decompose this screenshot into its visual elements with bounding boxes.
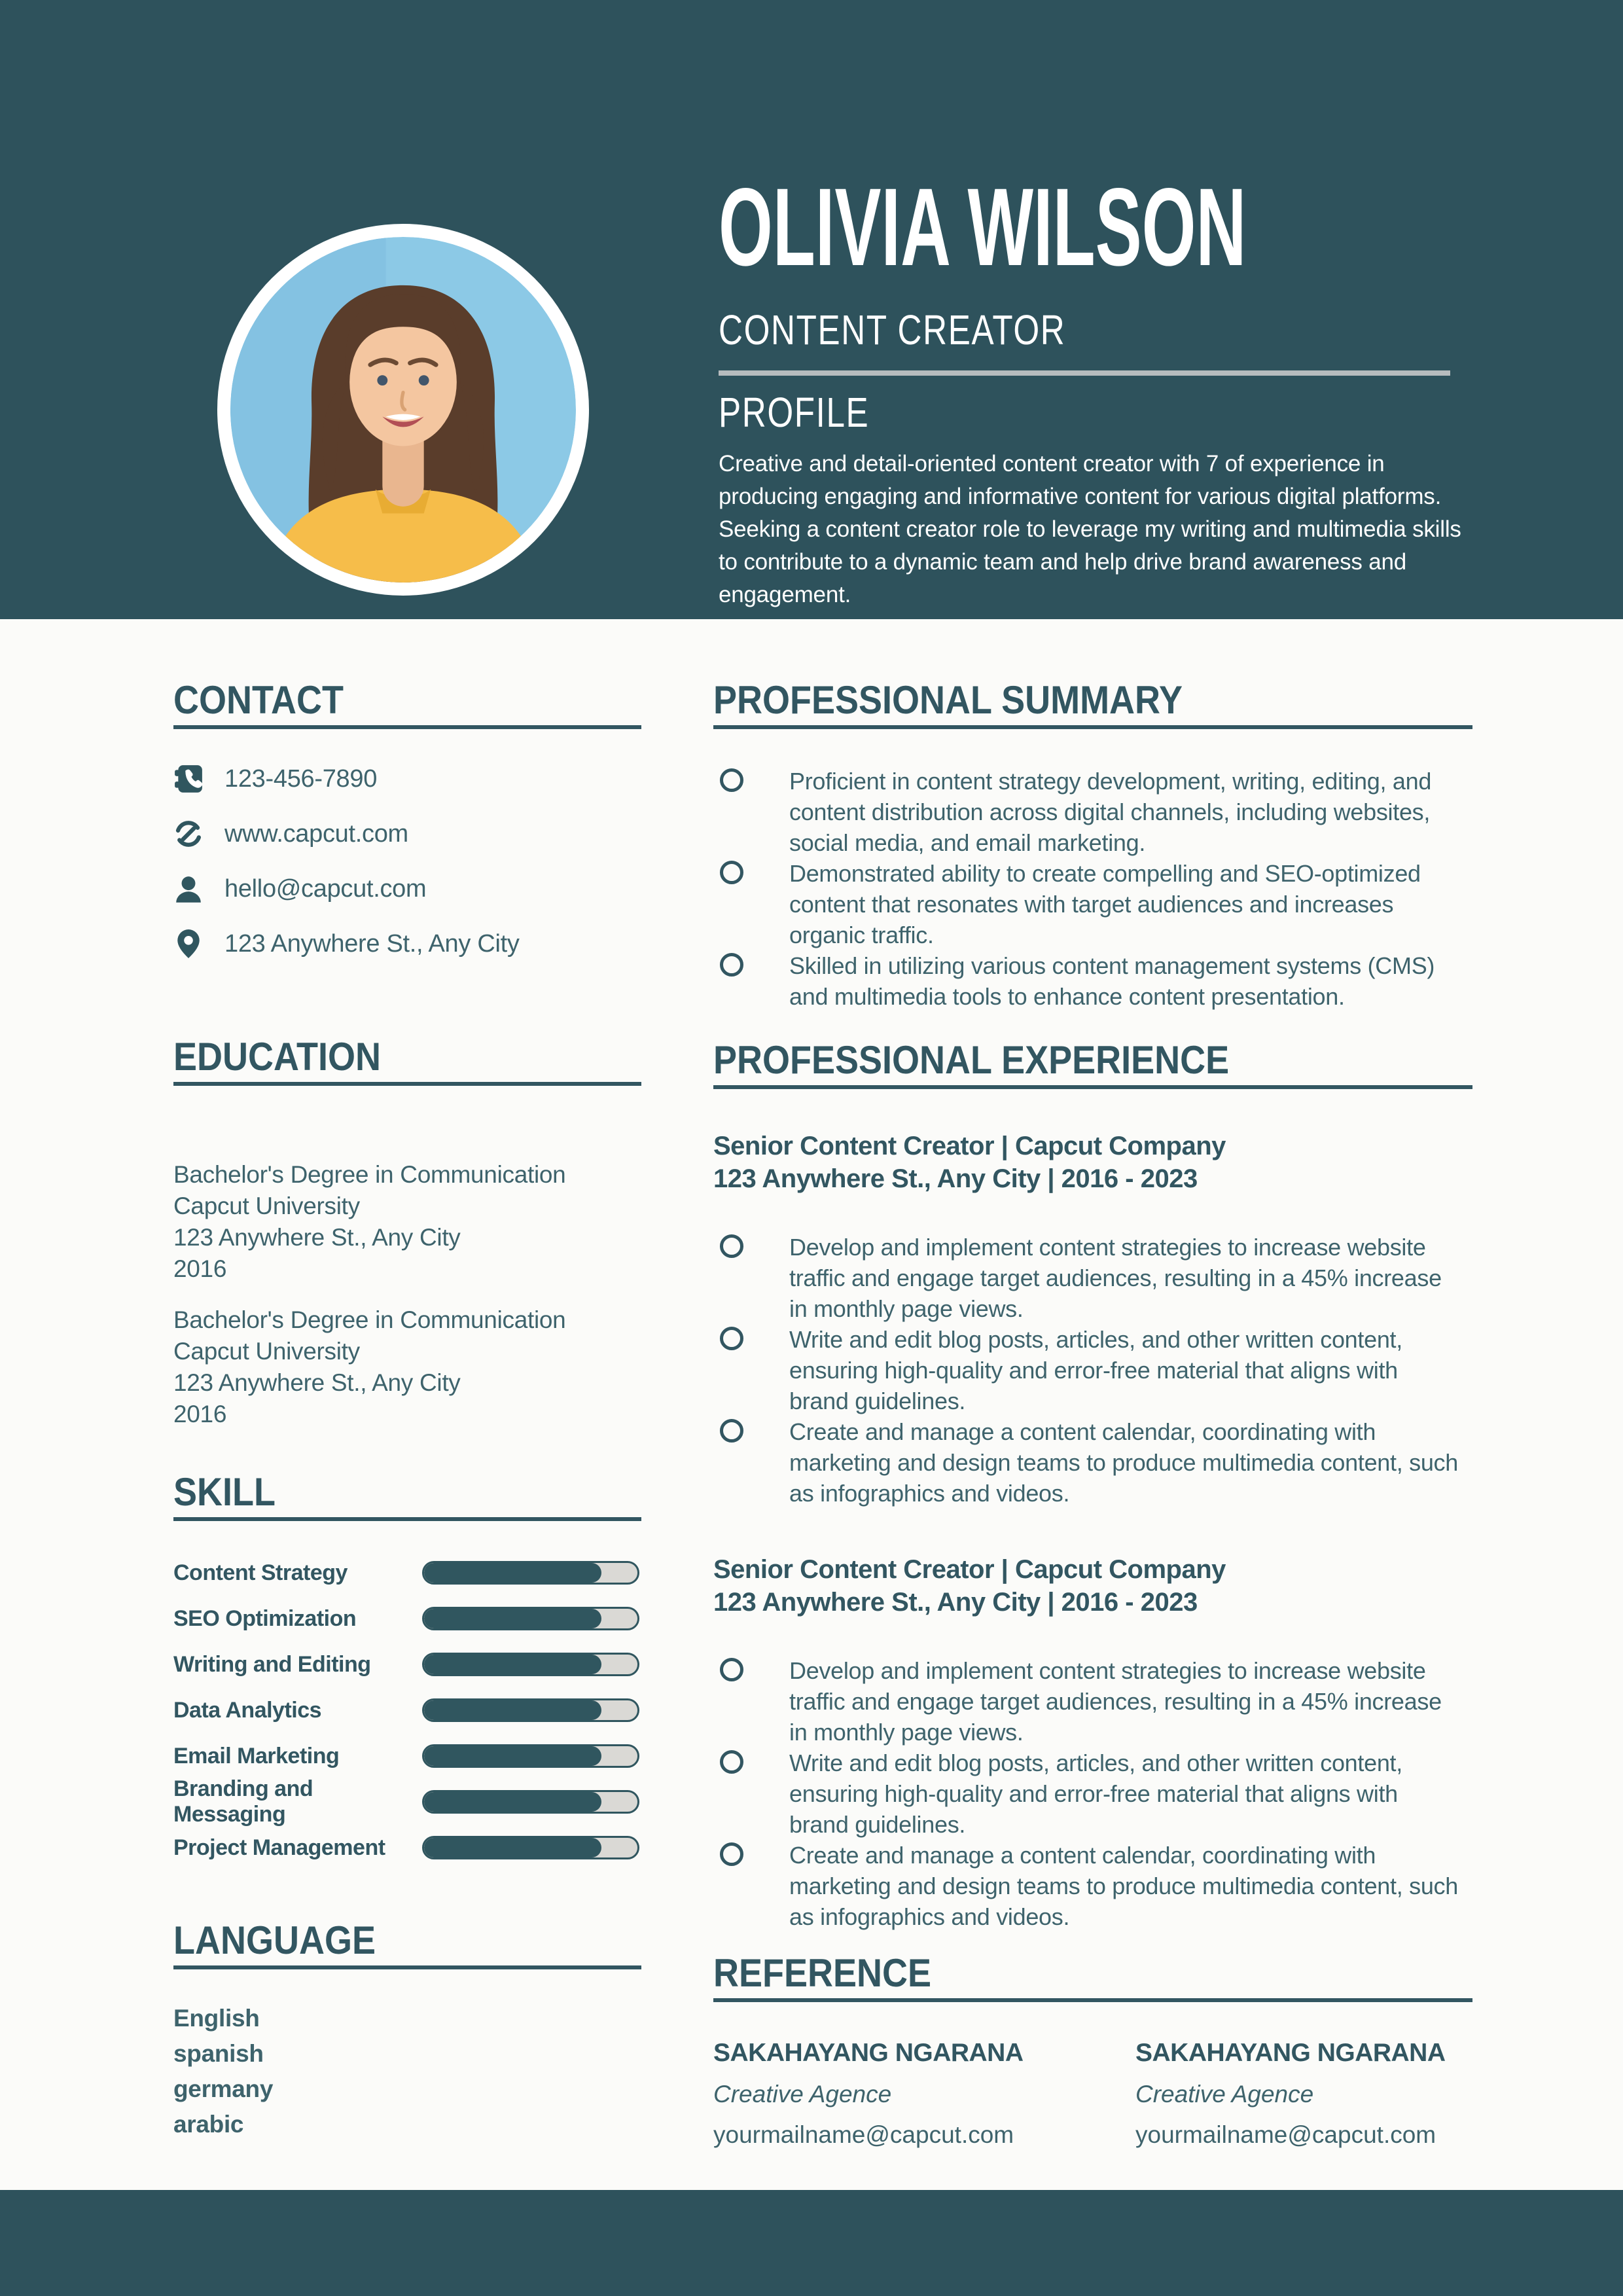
contact-item-phone: [173, 763, 641, 795]
reference-company: Creative Agence: [713, 2081, 892, 2108]
education-address: 123 Anywhere St., Any City: [173, 1369, 461, 1396]
bullet-item: [713, 950, 1472, 1012]
bullet-item: [713, 1232, 1472, 1324]
circle-bullet-icon: [720, 768, 743, 792]
contact-item-address: [173, 928, 641, 960]
bullet-item: [713, 858, 1472, 950]
skill-list: [173, 1558, 641, 1863]
bullet-item: [713, 1324, 1472, 1416]
education-heading: EDUCATION: [173, 1035, 381, 1079]
summary-bullet-list: [713, 766, 1472, 1012]
skill-label: SEO Optimization: [173, 1605, 357, 1631]
skill-section: [173, 1470, 641, 1878]
section-rule: [713, 725, 1472, 729]
bullet-text: Create and manage a content calendar, coordinating with marketing and design teams to produce multimedia content, such as infographics and videos.: [789, 1418, 1458, 1507]
skill-label: Branding and Messaging: [173, 1776, 313, 1827]
header-divider: [719, 370, 1450, 376]
skill-bar-fill: [424, 1792, 601, 1812]
skill-row: [173, 1741, 641, 1771]
circle-bullet-icon: [720, 1750, 743, 1774]
right-column: [713, 678, 1472, 2193]
skill-bar-fill: [424, 1609, 601, 1628]
skill-bar: [422, 1836, 639, 1859]
skill-row: [173, 1558, 641, 1588]
bullet-item: [713, 1655, 1472, 1748]
circle-bullet-icon: [720, 1658, 743, 1681]
profile-photo-illustration: [230, 237, 576, 583]
skill-label: Data Analytics: [173, 1697, 322, 1723]
section-rule: [713, 1998, 1472, 2002]
section-rule: [713, 1085, 1472, 1089]
professional-experience-heading: PROFESSIONAL EXPERIENCE: [713, 1038, 1230, 1082]
section-rule: [173, 1517, 641, 1521]
skill-bar: [422, 1744, 639, 1768]
bullet-item: [713, 1416, 1472, 1509]
education-school: Capcut University: [173, 1193, 360, 1219]
skill-row: [173, 1776, 641, 1827]
education-address: 123 Anywhere St., Any City: [173, 1224, 461, 1251]
bullet-item: [713, 1840, 1472, 1932]
education-degree: Bachelor's Degree in Communication: [173, 1306, 566, 1333]
bullet-text: Create and manage a content calendar, coordinating with marketing and design teams to produce multimedia content, such as infographics and videos.: [789, 1842, 1458, 1930]
education-degree: Bachelor's Degree in Communication: [173, 1161, 566, 1188]
reference-name: SAKAHAYANG NGARANA: [713, 2039, 1024, 2067]
skill-bar-fill: [424, 1563, 601, 1583]
link-icon: [173, 819, 204, 849]
reference-heading: REFERENCE: [713, 1951, 932, 1995]
left-column: [173, 678, 641, 2193]
experience-job: [713, 1553, 1472, 1932]
location-pin-icon: [173, 929, 204, 959]
experience-job: [713, 1130, 1472, 1509]
skill-row: [173, 1695, 641, 1725]
contact-item-email: [173, 873, 641, 905]
contact-list: [173, 763, 641, 960]
skill-bar: [422, 1698, 639, 1722]
professional-experience-section: [713, 1038, 1472, 1932]
contact-section: [173, 678, 641, 983]
circle-bullet-icon: [720, 861, 743, 884]
bullet-text: Proficient in content strategy development, writing, editing, and content distribution across digital channels, including websites, social media, and email marketing.: [789, 768, 1432, 856]
bullet-text: Demonstrated ability to create compelling and SEO-optimized content that resonates with target audiences and increases organic traffic.: [789, 860, 1421, 948]
language-item: arabic: [173, 2111, 244, 2138]
contact-item-website: [173, 818, 641, 850]
circle-bullet-icon: [720, 1234, 743, 1258]
skill-bar: [422, 1790, 639, 1814]
job-bullet-list: [713, 1232, 1472, 1509]
education-section: [173, 1037, 641, 1430]
contact-heading: CONTACT: [173, 678, 344, 722]
job-location-dates: 123 Anywhere St., Any City | 2016 - 2023: [713, 1588, 1198, 1617]
education-year: 2016: [173, 1255, 227, 1282]
skill-bar: [422, 1653, 639, 1676]
job-location-dates: 123 Anywhere St., Any City | 2016 - 2023: [713, 1164, 1198, 1193]
person-icon: [173, 874, 204, 904]
section-rule: [173, 1082, 641, 1086]
job-title: Senior Content Creator | Capcut Company: [713, 1132, 1226, 1160]
job-title: Senior Content Creator | Capcut Company: [713, 1555, 1226, 1584]
reference-section: [713, 1951, 1472, 2149]
circle-bullet-icon: [720, 1842, 743, 1866]
reference-email: yourmailname@capcut.com: [713, 2121, 1014, 2148]
footer-band: [0, 2190, 1623, 2296]
skill-bar: [422, 1607, 639, 1630]
skill-bar: [422, 1561, 639, 1585]
bullet-text: Skilled in utilizing various content management systems (CMS) and multimedia tools to enhance content presentation.: [789, 952, 1435, 1010]
education-school: Capcut University: [173, 1338, 360, 1365]
skill-row: [173, 1604, 641, 1634]
professional-summary-heading: PROFESSIONAL SUMMARY: [713, 678, 1183, 722]
phone-icon: [173, 764, 204, 794]
bullet-text: Develop and implement content strategies to increase website traffic and engage target audiences, resulting in a 45% increase in monthly page views.: [789, 1234, 1442, 1322]
language-list: [173, 2001, 641, 2142]
bullet-text: Develop and implement content strategies to increase website traffic and engage target audiences, resulting in a 45% increase in monthly page views.: [789, 1657, 1442, 1746]
profile-text: Creative and detail-oriented content creator with 7 of experience in producing engaging and informative content for various digital platforms. Seeking a content creator role to leverage my writing and multimedia skills to contribute to a dynamic team and help drive brand awareness and engagement.: [719, 451, 1461, 607]
bullet-text: Write and edit blog posts, articles, and other written content, ensuring high-quality and error-free material that aligns with brand guidelines.: [789, 1326, 1402, 1414]
skill-bar-fill: [424, 1655, 601, 1674]
contact-email-value: hello@capcut.com: [224, 874, 427, 903]
language-heading: LANGUAGE: [173, 1918, 376, 1962]
job-bullet-list: [713, 1655, 1472, 1932]
skill-bar-fill: [424, 1838, 601, 1857]
skill-bar-fill: [424, 1700, 601, 1720]
reference-name: SAKAHAYANG NGARANA: [1135, 2039, 1446, 2067]
person-name: OLIVIA WILSON: [719, 165, 1247, 289]
skill-bar-fill: [424, 1746, 601, 1766]
circle-bullet-icon: [720, 1327, 743, 1350]
skill-label: Content Strategy: [173, 1560, 348, 1585]
section-rule: [173, 725, 641, 729]
reference-email: yourmailname@capcut.com: [1135, 2121, 1436, 2148]
profile-photo: [217, 224, 589, 596]
bullet-text: Write and edit blog posts, articles, and other written content, ensuring high-quality and error-free material that aligns with brand guidelines.: [789, 1749, 1402, 1838]
section-rule: [173, 1965, 641, 1969]
reference-entry: [713, 2039, 1135, 2149]
reference-company: Creative Agence: [1135, 2081, 1314, 2108]
reference-entry: [1135, 2039, 1472, 2149]
language-item: spanish: [173, 2040, 264, 2067]
reference-grid: [713, 2039, 1472, 2149]
language-item: English: [173, 2005, 260, 2032]
language-item: germany: [173, 2075, 274, 2102]
person-job-title: CONTENT CREATOR: [719, 306, 1066, 353]
bullet-item: [713, 1748, 1472, 1840]
circle-bullet-icon: [720, 953, 743, 977]
contact-phone-value: 123-456-7890: [224, 764, 378, 793]
skill-heading: SKILL: [173, 1470, 276, 1514]
education-year: 2016: [173, 1401, 227, 1427]
education-entry: [173, 1159, 641, 1285]
language-section: [173, 1918, 641, 2142]
bullet-item: [713, 766, 1472, 858]
skill-label: Email Marketing: [173, 1743, 340, 1768]
skill-label: Project Management: [173, 1835, 385, 1860]
skill-row: [173, 1833, 641, 1863]
contact-address-value: 123 Anywhere St., Any City: [224, 929, 520, 958]
skill-label: Writing and Editing: [173, 1651, 371, 1677]
contact-website-value: www.capcut.com: [224, 819, 408, 848]
profile-heading: PROFILE: [719, 389, 870, 436]
circle-bullet-icon: [720, 1419, 743, 1443]
professional-summary-section: [713, 678, 1472, 1012]
education-entry: [173, 1304, 641, 1430]
skill-row: [173, 1649, 641, 1679]
